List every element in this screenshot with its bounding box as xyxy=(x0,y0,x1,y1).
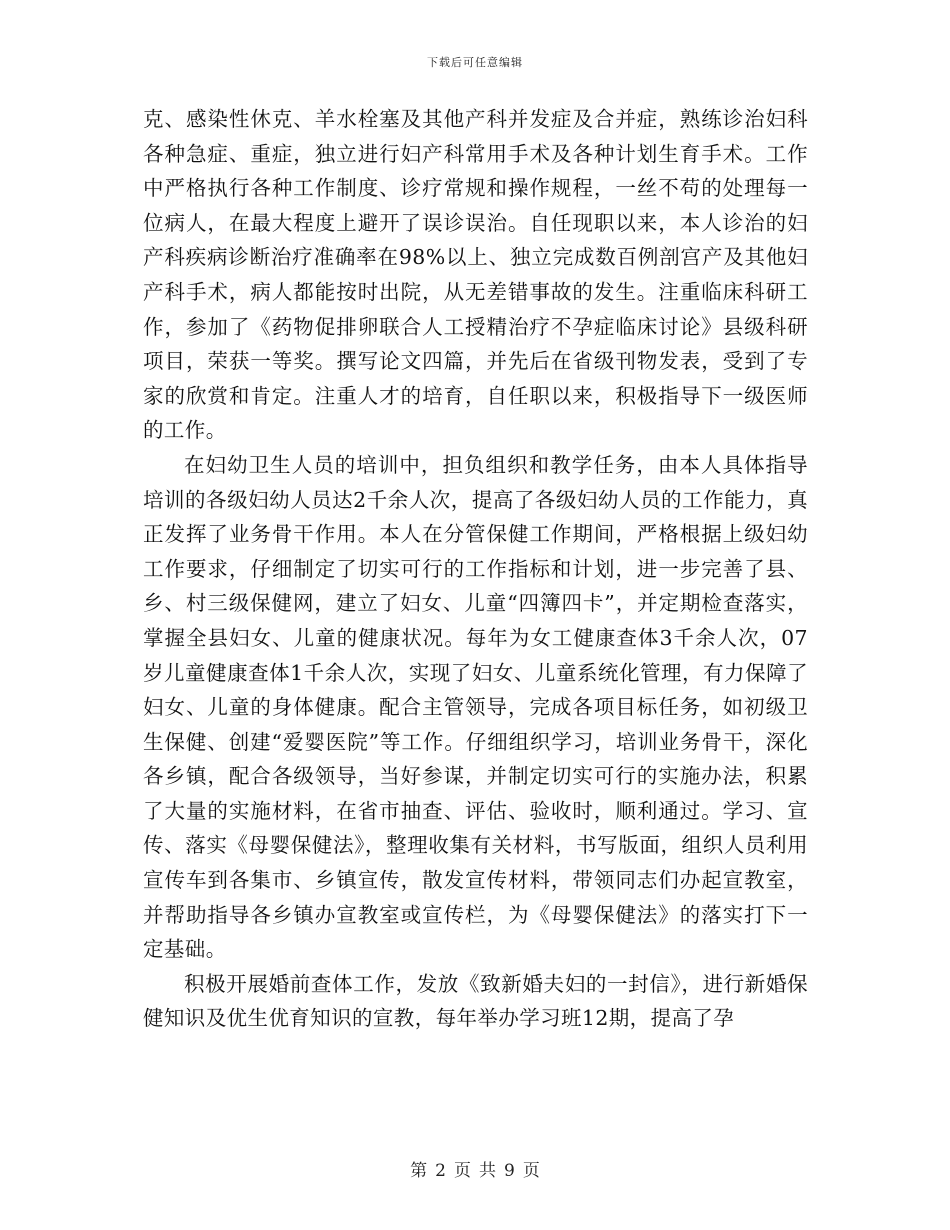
footer-label-gong: 共 xyxy=(479,1161,496,1181)
paragraph-1: 克、感染性休克、羊水栓塞及其他产科并发症及合并症，熟练诊治妇科各种急症、重症，独立进行妇产科常用手术及各种计划生育手术。工作中严格执行各种工作制度、诊疗常规和操作规程，一丝不苟的处理每一位病人，在最大程度上避开了误诊误治。自任现职以来，本人诊治的妇产科疾病诊断治疗准确率在98%以上、独立完成数百例剖宫产及其他妇产科手术，病人都能按时出院，从无差错事故的发生。注重临床科研工作，参加了《药物促排卵联合人工授精治疗不孕症临床讨论》县级科研项目，荣获一等奖。撰写论文四篇，并先后在省级刊物发表，受到了专家的欣赏和肯定。注重人才的培育，自任职以来，积极指导下一级医师的工作。 xyxy=(143,107,808,443)
footer-label-ye: 页 xyxy=(454,1161,471,1181)
page-footer xyxy=(0,1156,950,1181)
document-body xyxy=(143,102,808,1036)
footer-label-ye-2: 页 xyxy=(522,1161,540,1181)
paragraph-3: 积极开展婚前查体工作，发放《致新婚夫妇的一封信》，进行新婚保健知识及优生优育知识的宣教，每年举办学习班12期，提高了孕 xyxy=(143,971,808,1031)
page-header: 下载后可任意编辑 xyxy=(427,56,523,69)
current-page-number: 2 xyxy=(435,1161,446,1181)
footer-label-di: 第 xyxy=(410,1161,428,1181)
paragraph-2: 在妇幼卫生人员的培训中，担负组织和教学任务，由本人具体指导培训的各级妇幼人员达2千余人次，提高了各级妇幼人员的工作能力，真正发挥了业务骨干作用。本人在分管保健工作期间，严格根据上级妇幼工作要求，仔细制定了切实可行的工作指标和计划，进一步完善了县、乡、村三级保健网，建立了妇女、儿童“四簿四卡”，并定期检查落实，掌握全县妇女、儿童的健康状况。每年为女工健康查体3千余人次，07岁儿童健康查体1千余人次，实现了妇女、儿童系统化管理，有力保障了妇女、儿童的身体健康。配合主管领导，完成各项目标任务，如初级卫生保健、创建“爱婴医院”等工作。仔细组织学习，培训业务骨干，深化各乡镇，配合各级领导，当好参谋，并制定切实可行的实施办法，积累了大量的实施材料，在省市抽查、评估、验收时，顺利通过。学习、宣传、落实《母婴保健法》，整理收集有关材料，书写版面，组织人员利用宣传车到各集市、乡镇宣传，散发宣传材料，带领同志们办起宣教室，并帮助指导各乡镇办宣教室或宣传栏，为《母婴保健法》的落实打下一定基础。 xyxy=(143,452,808,962)
total-page-number: 9 xyxy=(504,1161,515,1181)
